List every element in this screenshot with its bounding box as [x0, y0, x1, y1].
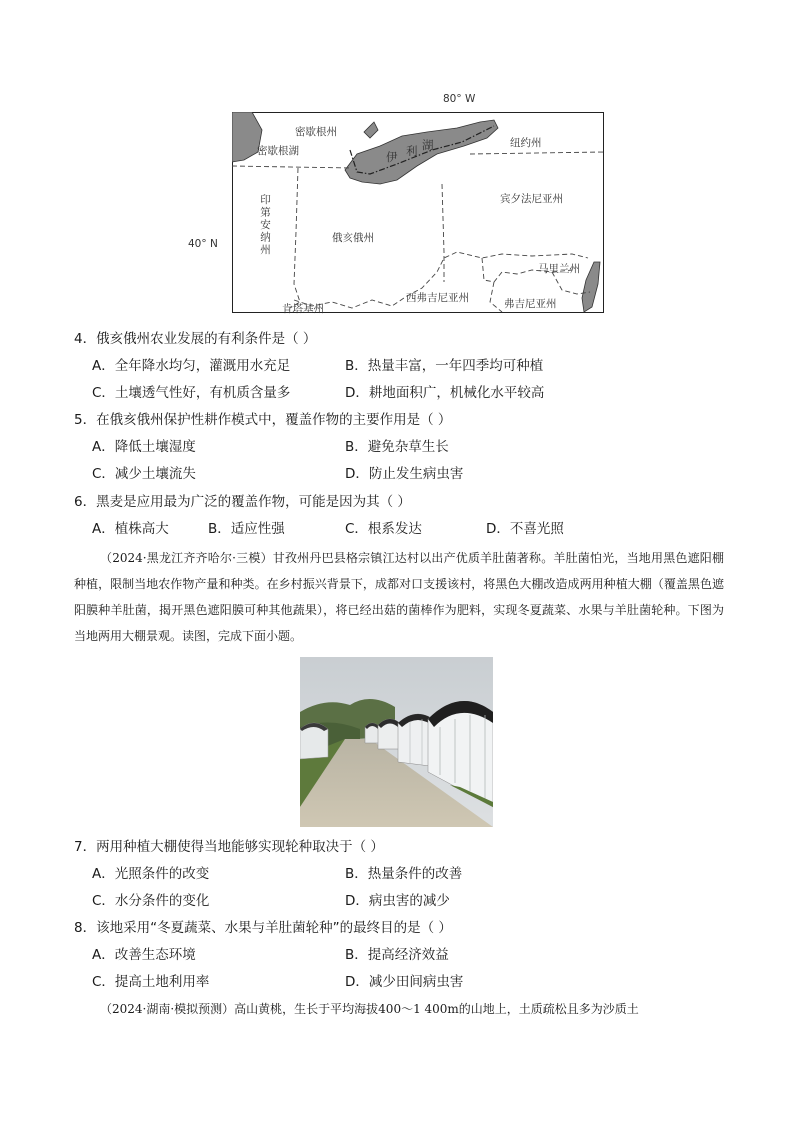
question-5-stem: 5．在俄亥俄州保护性耕作模式中，覆盖作物的主要作用是（ ）: [74, 412, 452, 428]
question-7-option-c[interactable]: C．水分条件的变化: [92, 893, 210, 909]
question-4-option-c[interactable]: C．土壤透气性好，有机质含量多: [92, 385, 291, 401]
map-label-maryland: 马里兰州: [538, 263, 580, 275]
question-5-option-b[interactable]: B．避免杂草生长: [345, 439, 449, 455]
question-6-option-d[interactable]: D．不喜光照: [486, 521, 564, 537]
passage-2-text: 高山黄桃，生长于平均海拔400～1 400m的山地上，土质疏松且多为沙质土: [234, 1002, 639, 1016]
question-6-option-a[interactable]: A．植株高大: [92, 521, 169, 537]
map-label-erie-2: 利: [406, 144, 418, 158]
passage-2: [74, 996, 724, 1022]
question-4-option-d[interactable]: D．耕地面积广，机械化水平较高: [345, 385, 545, 401]
map-label-new-york: 纽约州: [510, 137, 542, 149]
passage-1-source: （2024·黑龙江齐齐哈尔·三模）: [100, 551, 273, 565]
passage-2-source: （2024·湖南·模拟预测）: [100, 1002, 235, 1016]
map-label-erie-1: 伊: [386, 150, 398, 164]
question-4-stem: 4．俄亥俄州农业发展的有利条件是（ ）: [74, 331, 317, 347]
question-6-stem: 6．黑麦是应用最为广泛的覆盖作物，可能是因为其（ ）: [74, 494, 411, 510]
question-8-option-d[interactable]: D．减少田间病虫害: [345, 974, 464, 990]
map-label-virginia: 弗吉尼亚州: [504, 298, 557, 310]
map-label-kentucky: 肯塔基州: [282, 303, 324, 315]
longitude-label: 80° W: [443, 93, 476, 105]
question-8-option-b[interactable]: B．提高经济效益: [345, 947, 449, 963]
passage-1: [74, 545, 724, 649]
map-label-michigan: 密歇根州: [295, 126, 337, 138]
map-label-west-virginia: 西弗吉尼亚州: [406, 292, 469, 304]
map-label-ohio: 俄亥俄州: [332, 232, 374, 244]
question-7-option-b[interactable]: B．热量条件的改善: [345, 866, 463, 882]
question-4-option-a[interactable]: A．全年降水均匀，灌溉用水充足: [92, 358, 291, 374]
passage-1-text: 甘孜州丹巴县格宗镇江达村以出产优质羊肚菌著称。羊肚菌怕光，当地用黑色遮阳棚种植，限制当地农作物产量和种类。在乡村振兴背景下，成都对口支援该村，将黑色大棚改造成两用种植大棚（覆盖黑色遮阳膜种羊肚菌，揭开黑色遮阳膜可种其他蔬果），将已经出菇的菌棒作为肥料，实现冬夏蔬菜、水果与羊肚菌轮种。下图为当地两用大棚景观。读图，完成下面小题。: [74, 551, 724, 643]
question-7-option-a[interactable]: A．光照条件的改变: [92, 866, 210, 882]
map-label-lake-michigan: 密歇根湖: [257, 145, 299, 157]
question-8-option-c[interactable]: C．提高土地利用率: [92, 974, 210, 990]
question-7-option-d[interactable]: D．病虫害的减少: [345, 893, 450, 909]
question-5-option-c[interactable]: C．减少土壤流失: [92, 466, 196, 482]
map-label-indiana: 印第安纳州: [259, 194, 271, 257]
latitude-label: 40° N: [188, 238, 218, 250]
ohio-map: [188, 90, 610, 315]
greenhouse-photo: [300, 657, 493, 827]
map-label-pennsylvania: 宾夕法尼亚州: [500, 193, 563, 205]
question-6-option-c[interactable]: C．根系发达: [345, 521, 422, 537]
question-5-option-d[interactable]: D．防止发生病虫害: [345, 466, 464, 482]
question-4-option-b[interactable]: B．热量丰富，一年四季均可种植: [345, 358, 544, 374]
question-5-option-a[interactable]: A．降低土壤湿度: [92, 439, 196, 455]
question-8-stem: 8．该地采用“冬夏蔬菜、水果与羊肚菌轮种”的最终目的是（ ）: [74, 920, 452, 936]
question-6-option-b[interactable]: B．适应性强: [208, 521, 285, 537]
map-label-erie-3: 湖: [422, 138, 434, 152]
question-7-stem: 7．两用种植大棚使得当地能够实现轮种取决于（ ）: [74, 839, 384, 855]
question-8-option-a[interactable]: A．改善生态环境: [92, 947, 196, 963]
